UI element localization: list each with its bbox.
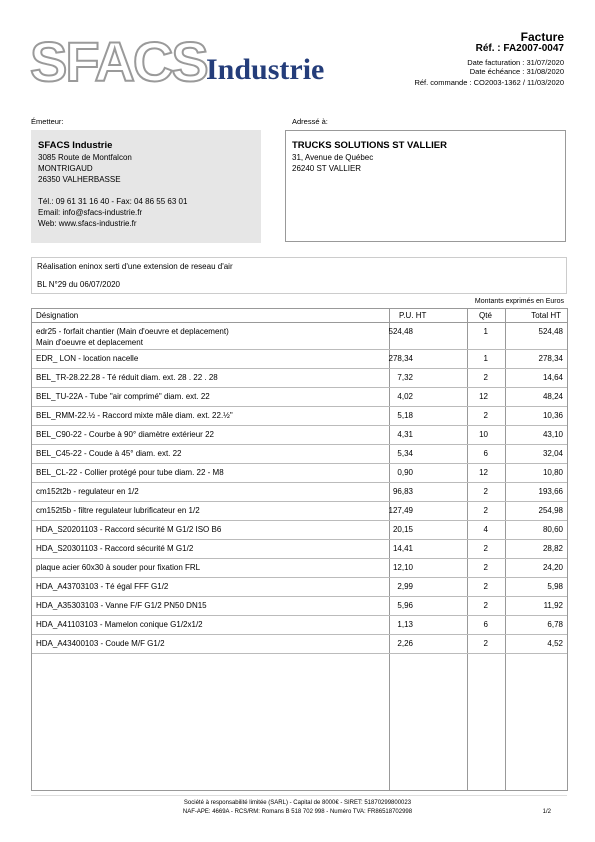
cell-total: 43,10 xyxy=(542,430,563,439)
cell-total: 11,92 xyxy=(543,601,563,610)
cell-unit-price: 0,90 xyxy=(397,468,413,477)
cell-total: 10,80 xyxy=(542,468,563,477)
cell-quantity: 1 xyxy=(483,354,488,363)
cell-designation: HDA_S20201103 - Raccord sécurité M G1/2 ISO B6 xyxy=(36,525,222,534)
cell-designation: HDA_A43400103 - Coude M/F G1/2 xyxy=(36,639,165,648)
cell-total: 193,66 xyxy=(538,487,563,496)
cell-quantity: 6 xyxy=(483,620,488,629)
cell-quantity: 2 xyxy=(483,563,488,572)
emitter-address1: 3085 Route de Montfalcon xyxy=(38,153,132,162)
cell-unit-price: 2,26 xyxy=(397,639,413,648)
invoice-title: Facture xyxy=(520,30,564,44)
cell-total: 4,52 xyxy=(547,639,563,648)
recipient-address2: 26240 ST VALLIER xyxy=(292,164,362,173)
table-row xyxy=(32,483,567,502)
recipient-label: Adressé à: xyxy=(292,117,328,126)
cell-quantity: 2 xyxy=(483,544,488,553)
cell-designation: BEL_TU-22A - Tube "air comprimé" diam. ext. 22 xyxy=(36,392,210,401)
currency-note: Montants exprimés en Euros xyxy=(474,298,564,305)
table-row xyxy=(32,502,567,521)
cell-designation: BEL_C45-22 - Coude à 45° diam. ext. 22 xyxy=(36,449,182,458)
cell-unit-price: 12,10 xyxy=(392,563,413,572)
cell-quantity: 2 xyxy=(483,601,488,610)
cell-unit-price: 96,83 xyxy=(392,487,413,496)
table-row xyxy=(32,635,567,654)
page-number: 1/2 xyxy=(542,809,551,815)
header-total: Total HT xyxy=(531,311,561,320)
cell-unit-price: 4,31 xyxy=(397,430,413,439)
cell-designation: cm152t5b - filtre regulateur lubrificateur en 1/2 xyxy=(36,506,200,515)
cell-quantity: 2 xyxy=(483,373,488,382)
cell-quantity: 2 xyxy=(483,411,488,420)
cell-total: 10,36 xyxy=(542,411,563,420)
cell-unit-price: 524,48 xyxy=(388,327,413,336)
cell-total: 254,98 xyxy=(538,506,563,515)
cell-total: 5,98 xyxy=(547,582,563,591)
cell-designation: HDA_S20301103 - Raccord sécurité M G1/2 xyxy=(36,544,194,553)
cell-designation: HDA_A41103103 - Mamelon conique G1/2x1/2 xyxy=(36,620,203,629)
cell-quantity: 2 xyxy=(483,639,488,648)
footer-divider xyxy=(31,795,567,796)
table-row xyxy=(32,388,567,407)
emitter-address2: MONTRIGAUD xyxy=(38,164,93,173)
table-row xyxy=(32,578,567,597)
table-row xyxy=(32,521,567,540)
cell-designation: EDR_ LON - location nacelle xyxy=(36,354,139,363)
cell-unit-price: 5,18 xyxy=(397,411,413,420)
note-line2: BL N°29 du 06/07/2020 xyxy=(37,280,120,289)
cell-total: 32,04 xyxy=(542,449,563,458)
emitter-web: Web: www.sfacs-industrie.fr xyxy=(38,219,137,228)
table-header xyxy=(32,309,567,323)
cell-quantity: 1 xyxy=(483,327,488,336)
table-row xyxy=(32,540,567,559)
table-row xyxy=(32,464,567,483)
invoice-date: Date facturation : 31/07/2020 xyxy=(467,58,564,67)
cell-designation-sub: Main d'oeuvre et deplacement xyxy=(36,338,143,347)
cell-designation: HDA_A35303103 - Vanne F/F G1/2 PN50 DN15 xyxy=(36,601,207,610)
cell-total: 48,24 xyxy=(542,392,563,401)
note-box xyxy=(31,257,567,294)
cell-total: 28,82 xyxy=(542,544,563,553)
table-row xyxy=(32,426,567,445)
logo-brand: SFACS xyxy=(30,30,207,93)
cell-unit-price: 14,41 xyxy=(392,544,413,553)
cell-unit-price: 4,02 xyxy=(397,392,413,401)
cell-unit-price: 20,15 xyxy=(392,525,413,534)
cell-quantity: 12 xyxy=(479,468,488,477)
cell-quantity: 12 xyxy=(479,392,488,401)
cell-total: 524,48 xyxy=(538,327,563,336)
cell-quantity: 2 xyxy=(483,487,488,496)
recipient-address1: 31, Avenue de Québec xyxy=(292,153,374,162)
order-ref: Réf. commande : CO2003-1362 / 11/03/2020 xyxy=(414,78,564,87)
cell-designation: BEL_C90-22 - Courbe à 90° diamètre extérieur 22 xyxy=(36,430,214,439)
table-row xyxy=(32,445,567,464)
emitter-box xyxy=(31,130,261,243)
footer-legal-1: Société à responsabilité limitée (SARL) - Capital de 8000€ - SIRET: 51870299800023 xyxy=(183,800,412,806)
emitter-phone: Tél.: 09 61 31 16 40 - Fax: 04 86 55 63 01 xyxy=(38,197,188,206)
recipient-name: TRUCKS SOLUTIONS ST VALLIER xyxy=(292,140,447,151)
cell-unit-price: 5,34 xyxy=(397,449,413,458)
cell-unit-price: 1,13 xyxy=(397,620,413,629)
emitter-address3: 26350 VALHERBASSE xyxy=(38,175,121,184)
cell-designation xyxy=(36,326,386,348)
cell-quantity: 2 xyxy=(483,582,488,591)
cell-unit-price: 5,96 xyxy=(397,601,413,610)
cell-total: 24,20 xyxy=(542,563,563,572)
cell-designation-main: edr25 - forfait chantier (Main d'oeuvre et deplacement) xyxy=(36,327,229,336)
table-row xyxy=(32,616,567,635)
cell-total: 80,60 xyxy=(542,525,563,534)
table-row xyxy=(32,597,567,616)
cell-designation: BEL_RMM-22.½ - Raccord mixte mâle diam. ext. 22.½" xyxy=(36,411,233,420)
cell-designation: BEL_CL-22 - Collier protégé pour tube diam. 22 - M8 xyxy=(36,468,224,477)
emitter-name: SFACS Industrie xyxy=(38,140,113,151)
cell-unit-price: 127,49 xyxy=(388,506,413,515)
due-date: Date échéance : 31/08/2020 xyxy=(469,67,564,76)
cell-designation: plaque acier 60x30 à souder pour fixation FRL xyxy=(36,563,201,572)
recipient-box xyxy=(285,130,566,242)
header-designation: Désignation xyxy=(36,311,79,320)
table-row xyxy=(32,407,567,426)
cell-unit-price: 278,34 xyxy=(388,354,413,363)
cell-total: 6,78 xyxy=(547,620,563,629)
header-unit-price: P.U. HT xyxy=(399,311,427,320)
cell-quantity: 4 xyxy=(483,525,488,534)
emitter-label: Émetteur: xyxy=(31,117,64,126)
cell-designation: BEL_TR-28.22.28 - Té réduit diam. ext. 28 . 22 . 28 xyxy=(36,373,218,382)
table-row xyxy=(32,323,567,350)
table-row xyxy=(32,369,567,388)
footer-legal-2: NAF-APE: 4669A - RCS/RM: Romans B 518 702 998 - Numéro TVA: FR86518702998 xyxy=(182,809,413,815)
cell-unit-price: 2,99 xyxy=(397,582,413,591)
cell-unit-price: 7,32 xyxy=(397,373,413,382)
cell-quantity: 6 xyxy=(483,449,488,458)
note-line1: Réalisation eninox serti d'une extension de reseau d'air xyxy=(37,262,233,271)
cell-total: 278,34 xyxy=(538,354,563,363)
cell-designation: HDA_A43703103 - Té égal FFF G1/2 xyxy=(36,582,169,591)
items-table xyxy=(31,308,568,791)
cell-quantity: 2 xyxy=(483,506,488,515)
logo-subtitle: Industrie xyxy=(206,53,325,86)
header-quantity: Qté xyxy=(479,311,492,320)
cell-quantity: 10 xyxy=(479,430,488,439)
cell-designation: cm152t2b - regulateur en 1/2 xyxy=(36,487,139,496)
table-row xyxy=(32,559,567,578)
emitter-email: Email: info@sfacs-industrie.fr xyxy=(38,208,143,217)
company-logo xyxy=(30,30,325,93)
invoice-ref: Réf. : FA2007-0047 xyxy=(475,43,564,54)
cell-total: 14,64 xyxy=(542,373,563,382)
table-row xyxy=(32,350,567,369)
